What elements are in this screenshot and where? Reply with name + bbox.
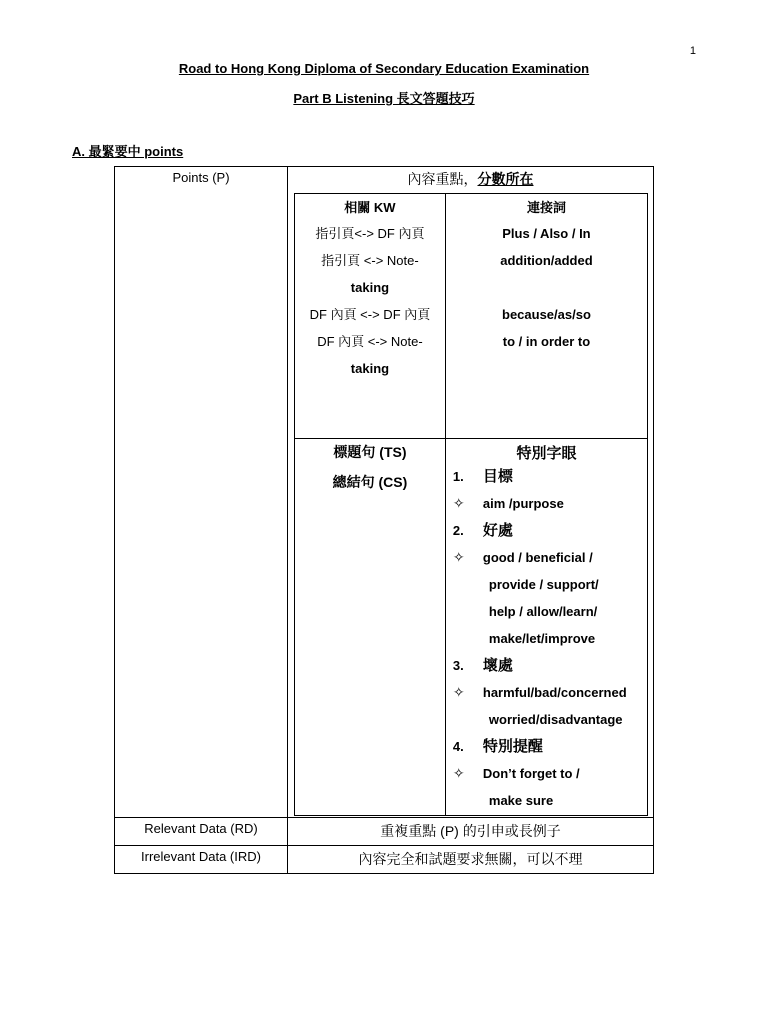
signal-item (453, 679, 646, 706)
signal-item-continued: make/let/improve (488, 631, 596, 646)
sentences-cell (295, 439, 446, 816)
signal-item-continued: worried/disadvantage (488, 712, 623, 727)
points-table (114, 166, 654, 874)
signal-item (453, 490, 646, 517)
connective-line: to / in order to (502, 334, 591, 349)
points-description (288, 167, 653, 189)
irrelevant-data-row (115, 846, 654, 874)
list-number: 2. (452, 523, 464, 538)
sparkle-bullet-icon: ✧ (452, 684, 465, 700)
group-title: 目標 (482, 468, 513, 485)
relevant-data-row (115, 818, 654, 846)
signal-group-title (453, 652, 646, 679)
signal-item (453, 544, 646, 571)
points-content-cell (288, 167, 654, 818)
keywords-heading: 相關 KW (344, 200, 396, 215)
signal-item-continued: help / allow/learn/ (488, 604, 598, 619)
signal-item-text: harmful/bad/concerned (482, 685, 627, 700)
points-desc-emphasis: 分數所在 (477, 171, 534, 187)
page-number: 1 (689, 45, 696, 57)
keyword-line: DF 內頁 <-> DF 內頁 (309, 307, 431, 322)
list-number: 3. (452, 658, 464, 673)
points-inner-table (294, 193, 648, 816)
keyword-line: 指引頁 <-> Note- (321, 253, 419, 268)
sparkle-bullet-icon: ✧ (452, 765, 465, 781)
signal-words-heading: 特別字眼 (516, 445, 577, 462)
connectives-cell (445, 194, 647, 439)
topic-sentence: 標題句 (TS) (333, 444, 407, 460)
sparkle-bullet-icon: ✧ (452, 495, 465, 511)
connectives-heading: 連接詞 (526, 200, 566, 215)
keyword-line: DF 內頁 <-> Note- (317, 334, 423, 349)
signal-item-continued: make sure (488, 793, 554, 808)
group-title: 特別提醒 (482, 738, 543, 755)
relevant-data-desc: 重複重點 (P) 的引申或長例子 (288, 818, 654, 846)
points-desc-prefix: 內容重點， (407, 171, 478, 187)
signal-words-list (447, 463, 646, 814)
signal-group-title (453, 517, 646, 544)
keyword-line: taking (350, 361, 390, 376)
keywords-cell (295, 194, 446, 439)
list-number: 4. (452, 739, 464, 754)
keyword-line: 指引頁<-> DF 內頁 (315, 226, 425, 241)
signal-item-text: aim /purpose (482, 496, 564, 511)
connective-line: addition/added (500, 253, 593, 268)
connective-line (447, 274, 646, 301)
sparkle-bullet-icon: ✧ (452, 549, 465, 565)
signal-group-title (453, 733, 646, 760)
document-title: Road to Hong Kong Diploma of Secondary Education Examination (178, 61, 590, 76)
section-heading: A. 最緊要中 points (72, 144, 184, 159)
document-subtitle: Part B Listening 長文答題技巧 (293, 91, 475, 106)
points-label: Points (P) (115, 167, 288, 818)
group-title: 好處 (482, 522, 513, 539)
signal-group-title (453, 463, 646, 490)
signal-item (453, 760, 646, 787)
irrelevant-data-desc: 內容完全和試題要求無關，可以不理 (288, 846, 654, 874)
list-number: 1. (452, 469, 464, 484)
relevant-data-label: Relevant Data (RD) (115, 818, 288, 846)
signal-words-cell (445, 439, 647, 816)
connective-line: Plus / Also / In (502, 226, 591, 241)
group-title: 壞處 (482, 657, 513, 674)
irrelevant-data-label: Irrelevant Data (IRD) (115, 846, 288, 874)
connective-line: because/as/so (502, 307, 591, 322)
signal-item-text: good / beneficial / (482, 550, 593, 565)
keyword-line: taking (350, 280, 390, 295)
signal-item-continued: provide / support/ (488, 577, 599, 592)
signal-item-text: Don’t forget to / (482, 766, 580, 781)
concluding-sentence: 總結句 (CS) (332, 474, 408, 490)
points-row (115, 167, 654, 818)
